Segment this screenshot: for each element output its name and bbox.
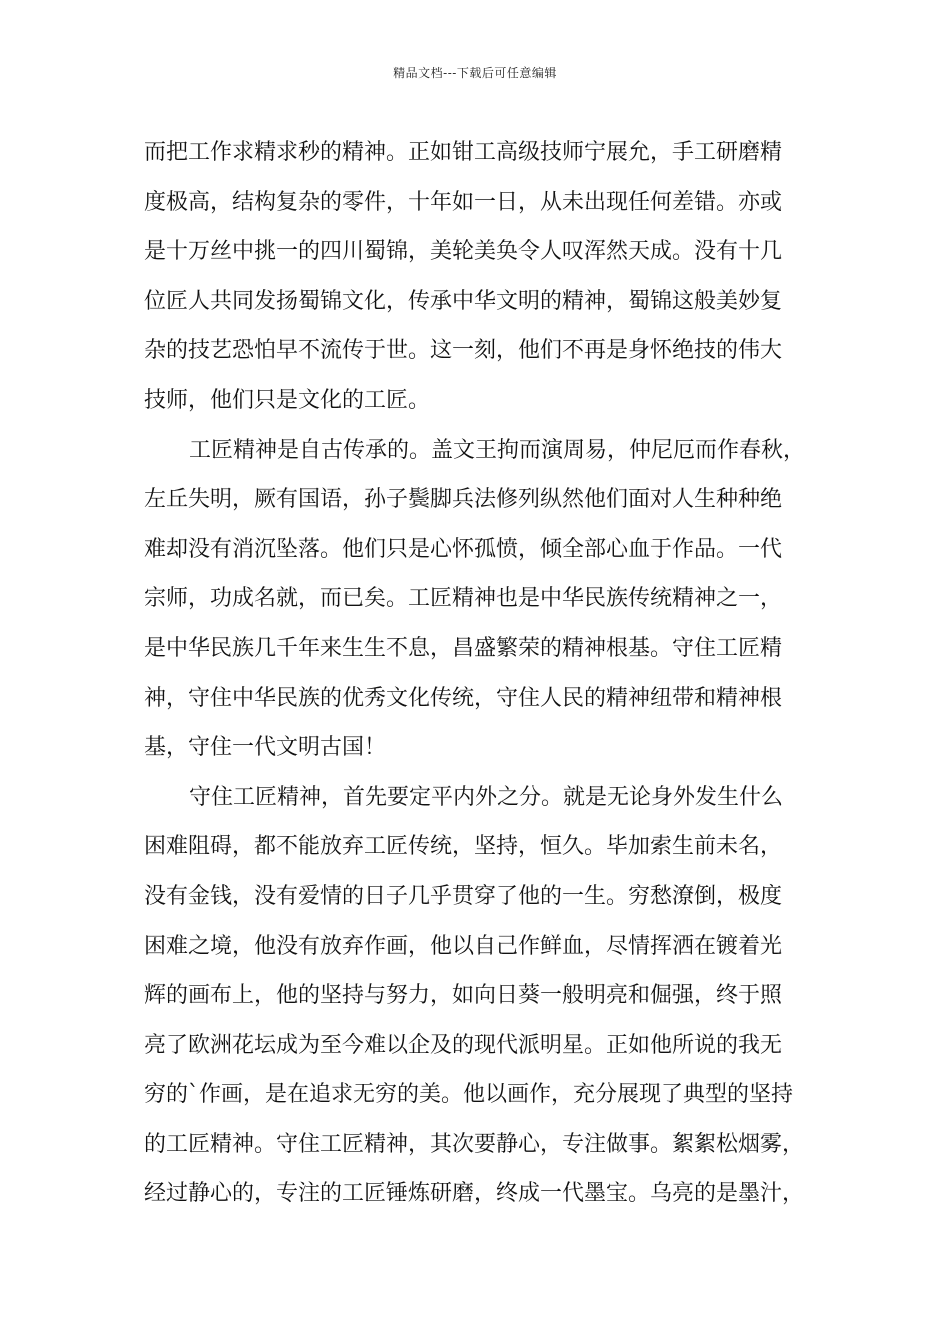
text-line: 是十万丝中挑一的四川蜀锦，美轮美奂令人叹浑然天成。没有十几 <box>144 239 783 265</box>
text-line: 难却没有消沉坠落。他们只是心怀孤愤，倾全部心血于作品。一代 <box>144 536 783 562</box>
text-line: 是中华民族几千年来生生不息，昌盛繁荣的精神根基。守住工匠精 <box>144 635 783 661</box>
text-line: 宗师，功成名就，而已矣。工匠精神也是中华民族传统精神之一， <box>144 586 783 612</box>
text-line: 神，守住中华民族的优秀文化传统，守住人民的精神纽带和精神根 <box>144 685 783 711</box>
text-line: 困难之境，他没有放弃作画，他以自己作鲜血，尽情挥洒在镀着光 <box>144 933 783 959</box>
text-line: 基，守住一代文明古国！ <box>144 735 387 761</box>
text-line: 困难阻碍，都不能放弃工匠传统，坚持，恒久。毕加索生前未名， <box>144 834 783 860</box>
text-line: 辉的画布上，他的坚持与努力，如向日葵一般明亮和倔强，终于照 <box>144 983 783 1009</box>
text-line: 度极高，结构复杂的零件，十年如一日，从未出现任何差错。亦或 <box>144 189 783 215</box>
text-line: 经过静心的，专注的工匠锤炼研磨，终成一代墨宝。乌亮的是墨汁， <box>144 1181 805 1207</box>
text-line: 的工匠精神。守住工匠精神，其次要静心，专注做事。絮絮松烟雾， <box>144 1131 805 1157</box>
text-line: 杂的技艺恐怕早不流传于世。这一刻，他们不再是身怀绝技的伟大 <box>144 338 783 364</box>
document-body <box>144 128 820 1219</box>
text-line: 没有金钱，没有爱情的日子几乎贯穿了他的一生。穷愁潦倒，极度 <box>144 883 783 909</box>
text-line: 亮了欧洲花坛成为至今难以企及的现代派明星。正如他所说的我无 <box>144 1032 783 1058</box>
paragraph-first-line: 守住工匠精神，首先要定平内外之分。就是无论身外发生什么 <box>189 784 784 810</box>
text-line: 位匠人共同发扬蜀锦文化，传承中华文明的精神，蜀锦这般美妙复 <box>144 288 783 314</box>
page-header: 精品文档---下载后可任意编辑 <box>393 66 557 80</box>
text-line: 穷的`作画，是在追求无穷的美。他以画作，充分展现了典型的坚持 <box>144 1082 794 1108</box>
paragraph-first-line: 工匠精神是自古传承的。盖文王拘而演周易，仲尼厄而作春秋， <box>189 437 806 463</box>
text-line: 左丘失明，厥有国语，孙子鬓脚兵法修列纵然他们面对人生种种绝 <box>144 487 783 513</box>
text-line: 而把工作求精求秒的精神。正如钳工高级技师宁展允，手工研磨精 <box>144 140 783 165</box>
text-line: 技师，他们只是文化的工匠。 <box>144 387 431 413</box>
